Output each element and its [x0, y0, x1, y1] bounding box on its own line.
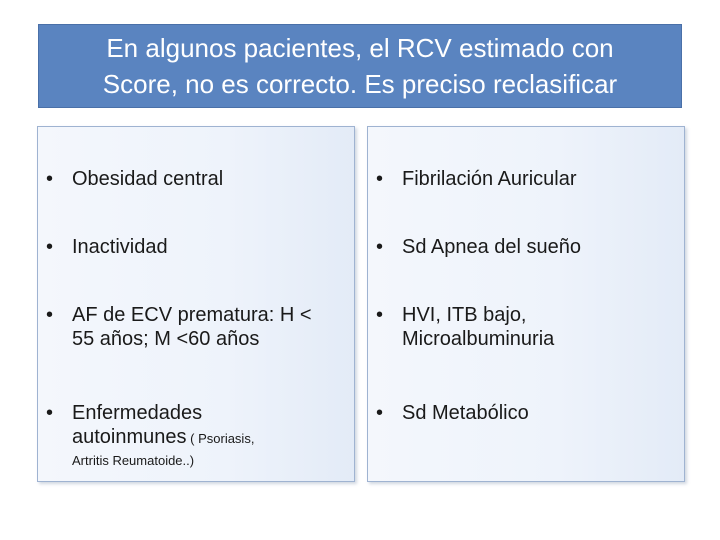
bullet-icon: •: [376, 304, 384, 326]
list-item-hvi: [368, 303, 684, 351]
title-line-2: Score, no es correcto. Es preciso reclasificar: [102, 69, 618, 99]
list-item-text-autoinmunes: autoinmunes: [72, 426, 187, 448]
title-box: [38, 24, 682, 108]
bullet-icon: •: [376, 168, 384, 190]
list-item-note-1: ( Psoriasis,: [186, 431, 255, 446]
right-panel: [367, 126, 685, 482]
list-item-text-line-2: Microalbuminuria: [402, 328, 555, 350]
bullet-icon: •: [46, 168, 54, 190]
list-item-text-line-1: Enfermedades: [72, 402, 203, 424]
left-panel: [37, 126, 355, 482]
list-item-text-line-2: [72, 425, 346, 450]
title-line-1: En algunos pacientes, el RCV estimado con: [106, 33, 614, 63]
list-item-autoinmunes: [38, 401, 354, 472]
list-item-text: Sd Metabólico: [402, 402, 529, 424]
list-item-text-line-1: AF de ECV prematura: H <: [72, 304, 312, 326]
list-item-fibrilacion: [368, 167, 684, 191]
list-item-inactividad: [38, 235, 354, 259]
list-item-metabolico: [368, 401, 684, 425]
list-item-af-ecv: [38, 303, 354, 351]
list-item-apnea: [368, 235, 684, 259]
bullet-icon: •: [46, 402, 54, 424]
bullet-icon: •: [376, 236, 384, 258]
bullet-icon: •: [46, 236, 54, 258]
list-item-obesidad: [38, 167, 354, 191]
list-item-note-2: Artritis Reumatoide..): [72, 453, 195, 468]
list-item-text: Obesidad central: [72, 168, 224, 190]
list-item-text: Sd Apnea del sueño: [402, 236, 582, 258]
list-item-text: Inactividad: [72, 236, 168, 258]
bullet-icon: •: [376, 402, 384, 424]
list-item-text-line-1: HVI, ITB bajo,: [402, 304, 527, 326]
bullet-icon: •: [46, 304, 54, 326]
list-item-text-line-2: 55 años; M <60 años: [72, 328, 260, 350]
list-item-text: Fibrilación Auricular: [402, 168, 577, 190]
